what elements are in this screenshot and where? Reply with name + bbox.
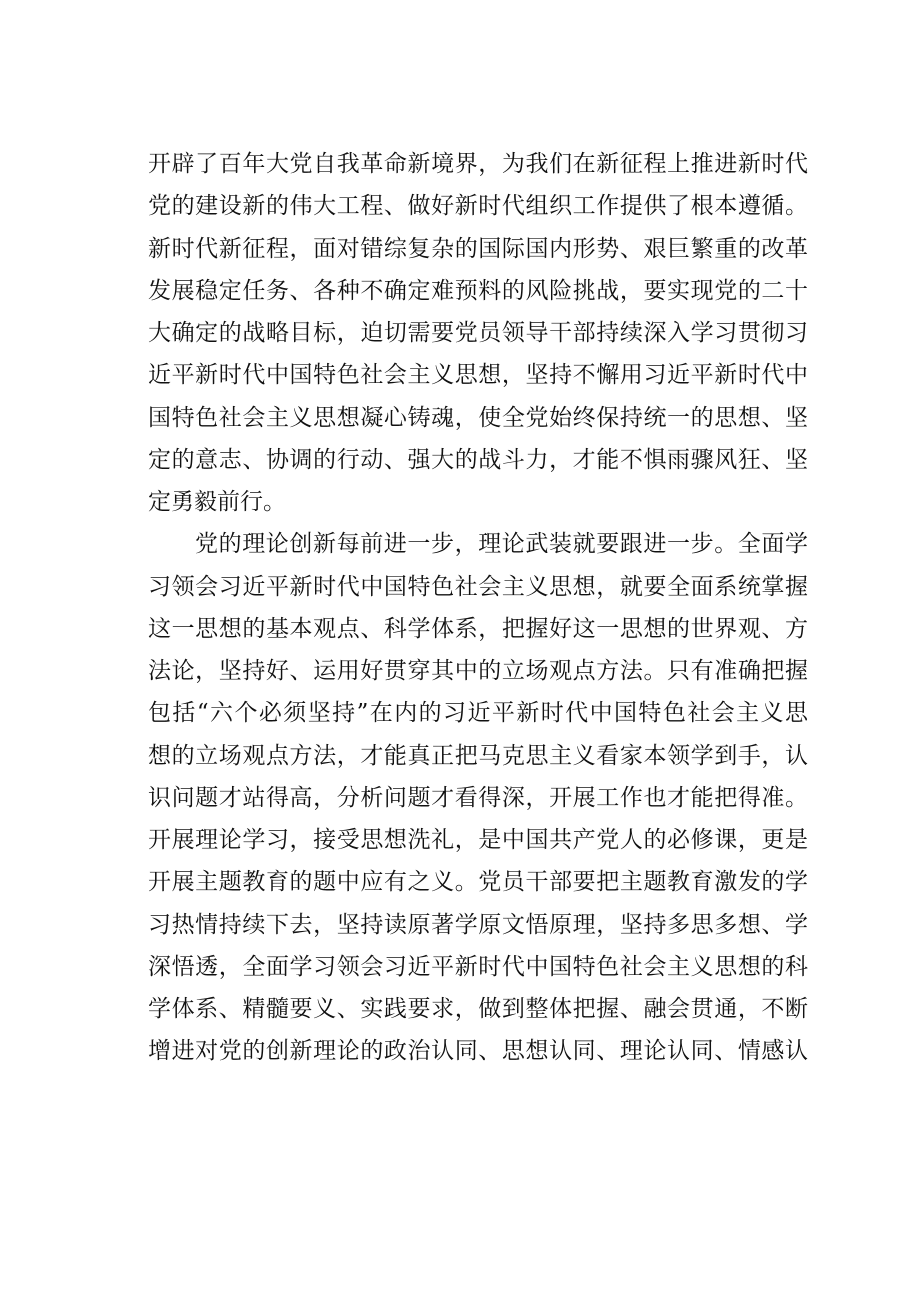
paragraph-end-line: 定勇毅前行。: [148, 489, 286, 515]
text-line: 包括“六个必须坚持”在内的习近平新时代中国特色社会主义思: [148, 700, 808, 727]
text-line: 发展稳定任务、各种不确定难预料的风险挑战，要实现党的二十: [148, 277, 808, 304]
text-line: 开展理论学习，接受思想洗礼，是中国共产党人的必修课，更是: [148, 827, 808, 853]
text-line: 国特色社会主义思想凝心铸魂，使全党始终保持统一的思想、坚: [148, 404, 808, 431]
text-line: 增进对党的创新理论的政治认同、思想认同、理论认同、情感认: [148, 1038, 808, 1065]
text-line: 开展主题教育的题中应有之义。党员干部要把主题教育激发的学: [148, 869, 808, 896]
text-line: 想的立场观点方法，才能真正把马克思主义看家本领学到手，认: [148, 742, 808, 769]
text-line: 这一思想的基本观点、科学体系，把握好这一思想的世界观、方: [148, 615, 808, 642]
text-line: 习领会习近平新时代中国特色社会主义思想，就要全面系统掌握: [148, 573, 808, 600]
text-line: 学体系、精髓要义、实践要求，做到整体把握、融会贯通，不断: [148, 996, 808, 1022]
body-text: [148, 143, 808, 1073]
text-line: 党的建设新的伟大工程、做好新时代组织工作提供了根本遵循。: [148, 193, 808, 220]
text-line: 新时代新征程，面对错综复杂的国际国内形势、艰巨繁重的改革: [148, 235, 808, 262]
text-line: 大确定的战略目标，迫切需要党员领导干部持续深入学习贯彻习: [148, 320, 808, 346]
text-line: 法论，坚持好、运用好贯穿其中的立场观点方法。只有准确把握: [148, 658, 808, 684]
paragraph-first-line: 党的理论创新每前进一步，理论武装就要跟进一步。全面学: [195, 531, 808, 558]
text-line: 识问题才站得高，分析问题才看得深，开展工作也才能把得准。: [148, 784, 808, 811]
text-line: 近平新时代中国特色社会主义思想，坚持不懈用习近平新时代中: [148, 362, 808, 389]
text-line: 习热情持续下去，坚持读原著学原文悟原理，坚持多思多想、学: [148, 911, 808, 938]
text-line: 定的意志、协调的行动、强大的战斗力，才能不惧雨骤风狂、坚: [148, 446, 808, 473]
text-line: 深悟透，全面学习领会习近平新时代中国特色社会主义思想的科: [148, 953, 808, 980]
text-line: 开辟了百年大党自我革命新境界，为我们在新征程上推进新时代: [148, 151, 808, 177]
